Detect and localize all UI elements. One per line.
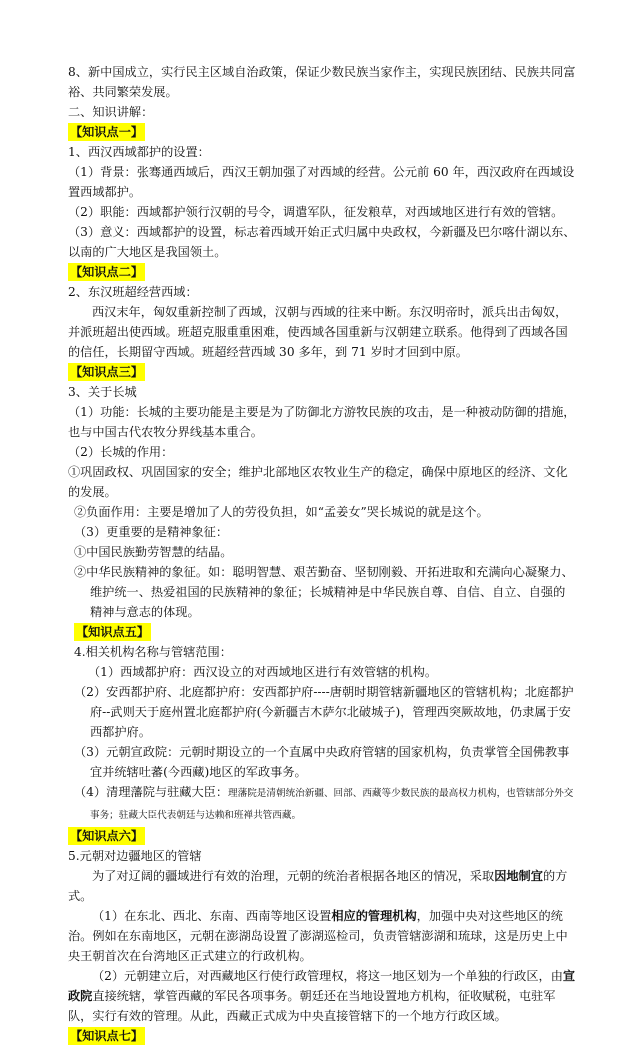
- kp3-spirit-2: ②中华民族精神的象征。如：聪明智慧、艰苦勤奋、坚韧刚毅、开拓进取和充满向心凝聚力、维护统一、热爱祖国的民族精神的象征；长城精神是中华民族自尊、自信、自立、自强的精神与意志的体现。: [74, 565, 574, 619]
- kp3-positive: ①巩固政权、巩固国家的安全；维护北部地区农牧业生产的稳定，确保中原地区的经济、文化的发展。: [68, 465, 568, 499]
- knowledge-tag-3: 【知识点三】: [70, 365, 144, 379]
- knowledge-tag-2: 【知识点二】: [70, 265, 144, 279]
- kp3-role: （2）长城的作用：: [68, 445, 174, 459]
- kp6-intro-bold: 因地制宜: [494, 869, 543, 883]
- kp5-title: 4.相关机构名称与管辖范围：: [74, 645, 232, 659]
- kp6-p1-text: （1）在东北、西北、东南、西南等地区设置: [92, 909, 332, 923]
- kp5-item-1: （1）西域都护府：西汉设立的对西域地区进行有效管辖的机构。: [88, 665, 438, 679]
- kp6-intro-end: 的方式。: [68, 869, 568, 903]
- kp5-item-4: [68, 782, 576, 826]
- kp3-negative: ②负面作用：主要是增加了人的劳役负担，如“孟姜女”哭长城说的就是这个。: [74, 505, 489, 519]
- kp3-spirit-1: ①中国民族勤劳智慧的结晶。: [74, 545, 233, 559]
- section-heading: 二、知识讲解：: [68, 105, 154, 119]
- kp2-title: 2、东汉班超经营西域：: [68, 285, 198, 299]
- kp1-background: （1）背景：张骞通西域后，西汉王朝加强了对西域的经营。公元前 60 年，西汉政府在西域设置西域都护。: [68, 165, 575, 199]
- item-8: 8、新中国成立，实行民主区域自治政策，保证少数民族当家作主，实现民族团结、民族共同富裕、共同繁荣发展。: [68, 65, 576, 99]
- kp6-p1-end: ，加强中央对这些地区的统治。例如在东南地区，元朝在澎湖岛设置了澎湖巡检司，负责管辖澎湖和琉球，这是历史上中央王朝首次在台湾地区正式建立的行政机构。: [68, 909, 568, 963]
- knowledge-tag-6: 【知识点六】: [70, 829, 144, 843]
- kp2-body: 西汉末年，匈奴重新控制了西域，汉朝与西域的往来中断。东汉明帝时，派兵出击匈奴，并派班超出使西域。班超克服重重困难，使西域各国重新与汉朝建立联系。他得到了西域各国的信任，长期留守西域。班超经营西域 30 多年，到 71 岁时才回到中原。: [68, 305, 568, 359]
- knowledge-tag-7: 【知识点七】: [70, 1029, 144, 1043]
- kp3-title: 3、关于长城: [68, 385, 137, 399]
- kp3-function: （1）功能：长城的主要功能是主要是为了防御北方游牧民族的攻击，是一种被动防御的措施，也与中国古代农牧分界线基本重合。: [68, 405, 576, 439]
- kp6-intro-text: 为了对辽阔的疆域进行有效的治理，元朝的统治者根据各地区的情况，采取: [92, 869, 495, 883]
- kp1-significance: （3）意义：西域都护的设置，标志着西域开始正式归属中央政权，今新疆及巴尔喀什湖以东、以南的广大地区是我国领土。: [68, 225, 576, 259]
- kp1-title: 1、西汉西域都护的设置：: [68, 145, 210, 159]
- knowledge-tag-1: 【知识点一】: [70, 125, 144, 139]
- kp6-title: 5.元朝对边疆地区的管辖: [68, 849, 202, 863]
- kp5-item-4-head: （4）清理藩院与驻藏大臣：: [74, 785, 229, 799]
- kp6-p2-end: 直接统辖，掌管西藏的军民各项事务。朝廷还在当地设置地方机构，征收赋税，屯驻军队，实行有效的管理。从此，西藏正式成为中央直接管辖下的一个地方行政区域。: [68, 989, 556, 1023]
- kp5-item-4-body: 理藩院是清朝统治新疆、回部、西藏等少数民族的最高权力机构，也管辖部分外交事务；驻藏大臣代表朝廷与达赖和班禅共管西藏。: [90, 788, 574, 821]
- kp6-p2-bold: 宣政院: [68, 969, 576, 1003]
- kp5-item-3: （3）元朝宣政院：元朝时期设立的一个直属中央政府管辖的国家机构，负责掌管全国佛教事宜并统辖吐蕃(今西藏)地区的军政事务。: [74, 745, 570, 779]
- knowledge-tag-5: 【知识点五】: [76, 625, 150, 639]
- kp1-function: （2）职能：西域都护领行汉朝的号令，调遣军队，征发粮草，对西域地区进行有效的管辖。: [68, 205, 564, 219]
- kp3-spirit: （3）更重要的是精神象征：: [74, 525, 229, 539]
- kp6-intro: [68, 866, 576, 906]
- kp6-p1-bold: 相应的管理机构: [331, 909, 417, 923]
- kp6-point-2: [68, 966, 576, 1026]
- kp6-p2-text: （2）元朝建立后，对西藏地区行使行政管理权，将这一地区划为一个单独的行政区，由: [92, 969, 563, 983]
- kp5-item-2: （2）安西都护府、北庭都护府：安西都护府----唐朝时期管辖新疆地区的管辖机构；北庭都护府--武则天于庭州置北庭都护府(今新疆吉木萨尔北破城子)，管理西突厥故地，仍隶属于安西都护府。: [74, 685, 574, 739]
- kp6-point-1: [68, 906, 576, 966]
